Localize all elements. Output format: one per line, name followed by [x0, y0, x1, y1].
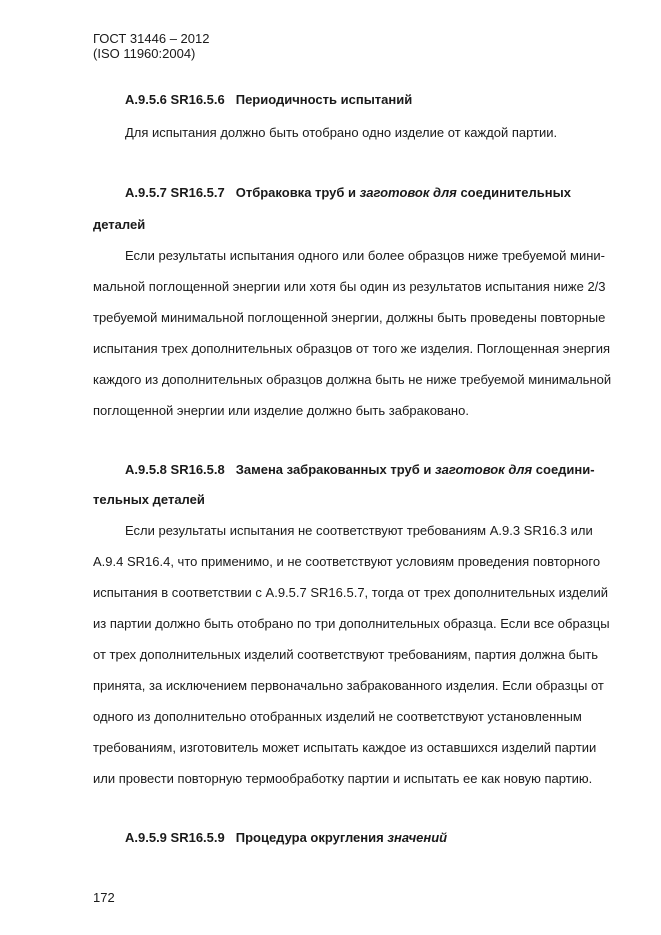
section-title-part: Замена забракованных труб и — [235, 462, 435, 477]
paragraph-line: испытания трех дополнительных образцов от того же изделия. Поглощенная энергия — [93, 341, 611, 356]
paragraph-line: от трех дополнительных изделий соответствуют требованиям, партия должна быть — [93, 647, 598, 662]
paragraph-line: одного из дополнительно отобранных изделий не соответствуют установленным — [93, 709, 582, 724]
section-number: A.9.5.7 SR16.5.7 — [125, 185, 225, 200]
section-number: A.9.5.6 SR16.5.6 — [125, 92, 225, 107]
section-heading-a959 — [125, 830, 447, 845]
paragraph-line: требуемой минимальной поглощенной энергии, должны быть проведены повторные — [93, 310, 606, 325]
paragraph-line: каждого из дополнительных образцов должна быть не ниже требуемой минимальной — [93, 372, 612, 387]
paragraph-line: требованиям, изготовитель может испытать каждое из оставшихся изделий партии — [93, 740, 597, 755]
section-number: A.9.5.9 SR16.5.9 — [125, 830, 225, 845]
paragraph-line: Если результаты испытания одного или более образцов ниже требуемой мини- — [125, 248, 605, 263]
section-heading-a958 — [125, 462, 595, 477]
paragraph-line: испытания в соответствии с A.9.5.7 SR16.5.7, тогда от трех дополнительных изделий — [93, 585, 609, 600]
iso-reference: (ISO 11960:2004) — [93, 46, 196, 61]
section-title: Периодичность испытаний — [235, 92, 413, 107]
section-title-italic: значений — [387, 830, 448, 845]
section-number: A.9.5.8 SR16.5.8 — [125, 462, 225, 477]
paragraph-line: Для испытания должно быть отобрано одно изделие от каждой партии. — [125, 125, 558, 140]
section-title-part: Отбраковка труб и — [235, 185, 360, 200]
section-title-italic: заготовок для — [359, 185, 457, 200]
paragraph-line: Если результаты испытания не соответствуют требованиям A.9.3 SR16.3 или — [125, 523, 593, 538]
paragraph-line: из партии должно быть отобрано по три дополнительных образца. Если все образцы — [93, 616, 610, 631]
section-title-part: соединительных — [456, 185, 571, 200]
paragraph-line: A.9.4 SR16.4, что применимо, и не соответствуют условиям проведения повторного — [93, 554, 601, 569]
section-heading-a957 — [125, 185, 571, 200]
page-number: 172 — [93, 890, 115, 905]
paragraph-line: или провести повторную термообработку партии и испытать ее как новую партию. — [93, 771, 593, 786]
section-title-continuation: деталей — [93, 217, 146, 232]
paragraph-line: мальной поглощенной энергии или хотя бы один из результатов испытания ниже 2/3 — [93, 279, 606, 294]
section-heading-a956 — [125, 92, 412, 107]
section-title-part: соедини- — [532, 462, 595, 477]
section-title-continuation: тельных деталей — [93, 492, 205, 507]
paragraph-line: поглощенной энергии или изделие должно быть забраковано. — [93, 403, 469, 418]
section-title-part: Процедура округления — [235, 830, 388, 845]
paragraph-line: принята, за исключением первоначально забракованного изделия. Если образцы от — [93, 678, 604, 693]
section-title-italic: заготовок для — [434, 462, 533, 477]
document-code: ГОСТ 31446 – 2012 — [93, 31, 210, 46]
